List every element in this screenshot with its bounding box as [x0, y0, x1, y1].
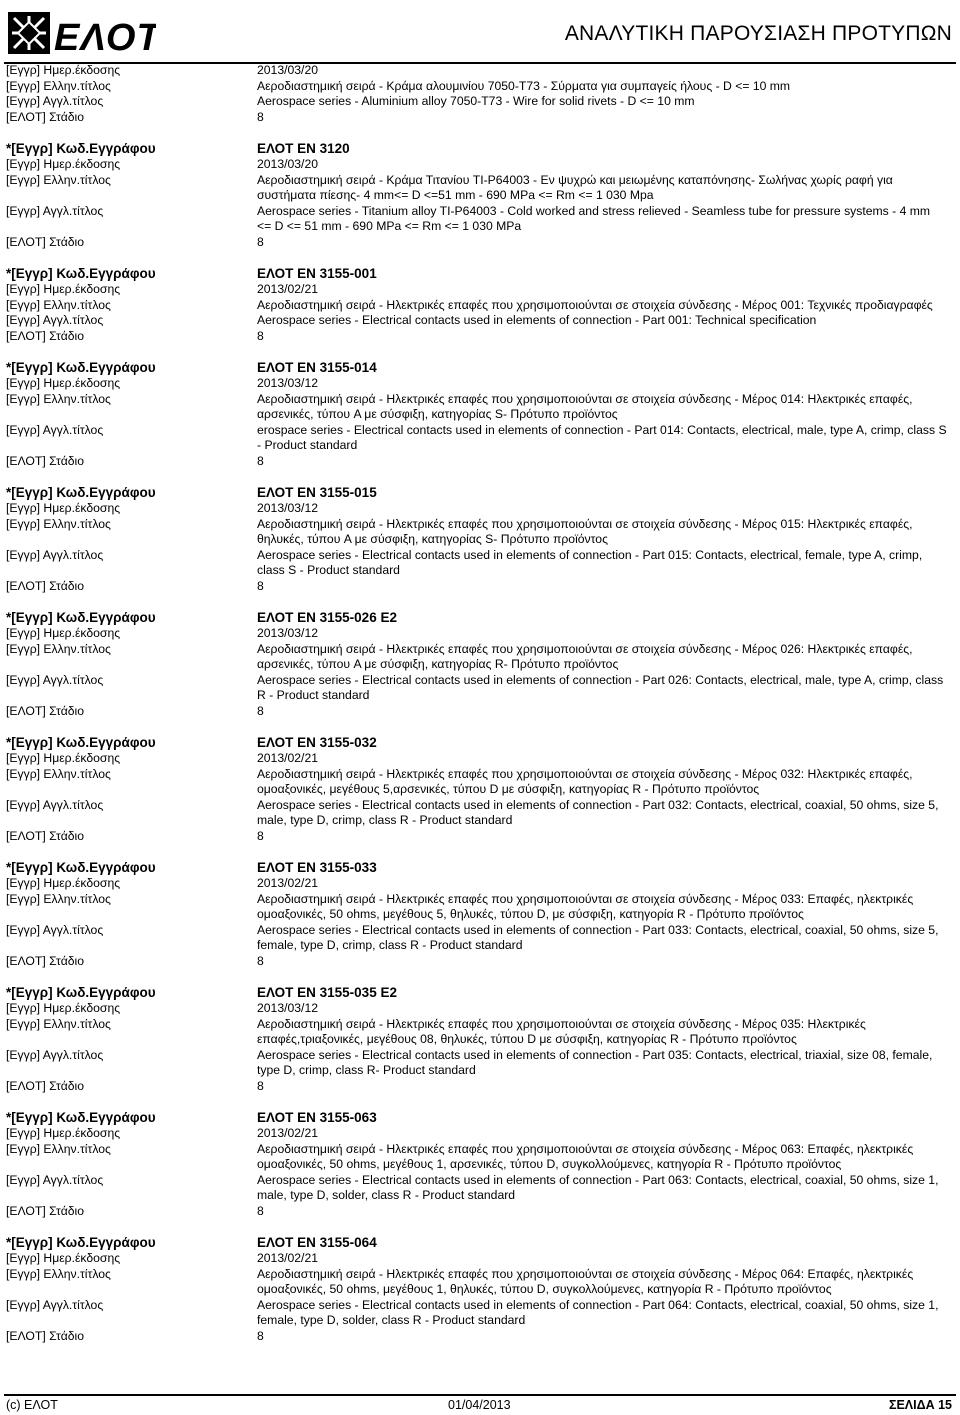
- field-english-title: [6, 204, 954, 235]
- standard-entry: [6, 609, 954, 719]
- field-label: *[Εγγρ] Κωδ.Εγγράφου: [6, 1110, 156, 1125]
- field-label: [Εγγρ] Αγγλ.τίτλος: [6, 547, 104, 562]
- field-english-title: [6, 423, 954, 454]
- field-greek-title: [6, 298, 954, 314]
- field-value: 2013/03/12: [257, 1001, 318, 1015]
- field-label: [Εγγρ] Ημερ.έκδοσης: [6, 282, 121, 296]
- page-header: [0, 0, 960, 60]
- field-value: Αεροδιαστημική σειρά - Κράμα αλουμινίου 7050-T73 - Σύρματα για συμπαγείς ήλους - D <= 10 mm: [257, 78, 791, 93]
- field-english-title: [6, 1173, 954, 1204]
- field-english-title: [6, 548, 954, 579]
- field-label: [Εγγρ] Ελλην.τίτλος: [6, 1266, 111, 1281]
- field-value: erospace series - Electrical contacts used in elements of connection - Part 014: Contacts, electrical, male, type A, crimp, class S - Product standard: [257, 422, 947, 452]
- field-pub-date: [6, 1001, 954, 1017]
- field-label: [Εγγρ] Ημερ.έκδοσης: [6, 376, 121, 390]
- field-label: [ΕΛΟΤ] Στάδιο: [6, 453, 85, 468]
- field-pub-date: [6, 282, 954, 298]
- field-doc-code: [6, 1109, 954, 1126]
- standards-list: [6, 63, 954, 1344]
- field-value: ΕΛΟΤ EN 3155-001: [257, 266, 377, 281]
- field-label: [Εγγρ] Αγγλ.τίτλος: [6, 203, 104, 218]
- standard-entry: [6, 984, 954, 1094]
- page-footer: [6, 1398, 952, 1414]
- standard-entry: [6, 734, 954, 844]
- field-value: Aerospace series - Electrical contacts used in elements of connection - Part 033: Contacts, electrical, coaxial, 50 ohms, size 5, female, type D, crimp, class R - Product standard: [257, 922, 939, 952]
- field-value: 2013/03/20: [257, 63, 318, 77]
- field-value: ΕΛΟΤ EN 3155-015: [257, 485, 377, 500]
- field-label: [ΕΛΟΤ] Στάδιο: [6, 109, 85, 124]
- field-stage: [6, 1204, 954, 1220]
- field-greek-title: [6, 517, 954, 548]
- field-label: [Εγγρ] Ημερ.έκδοσης: [6, 501, 121, 515]
- field-greek-title: [6, 642, 954, 673]
- field-pub-date: [6, 751, 954, 767]
- field-label: [Εγγρ] Αγγλ.τίτλος: [6, 1172, 104, 1187]
- field-value: ΕΛΟΤ EN 3155-032: [257, 735, 377, 750]
- field-doc-code: [6, 859, 954, 876]
- field-value: Αεροδιαστημική σειρά - Ηλεκτρικές επαφές που χρησιμοποιούνται σε στοιχεία σύνδεσης - Μέρος 063: Επαφές, ηλεκτρικές ομοαξονικές, 50 ohms, μεγέθους 1, αρσενικές, τύπου D, συγκολλούμενες, κατηγορία R - Πρότυπο προϊόντος: [257, 1141, 914, 1171]
- field-label: [Εγγρ] Ημερ.έκδοσης: [6, 157, 121, 171]
- field-value: 2013/03/12: [257, 501, 318, 515]
- field-greek-title: [6, 892, 954, 923]
- field-doc-code: [6, 484, 954, 501]
- field-pub-date: [6, 876, 954, 892]
- field-value: Αεροδιαστημική σειρά - Ηλεκτρικές επαφές που χρησιμοποιούνται σε στοιχεία σύνδεσης - Μέρος 064: Επαφές, ηλεκτρικές ομοαξονικές, 50 ohms, μεγέθους 1, θηλυκές, τύπου D, συγκολλούμενες, κατηγορία R - Πρότυπο προϊόντος: [257, 1266, 914, 1296]
- field-english-title: [6, 94, 954, 110]
- field-value: 8: [257, 328, 264, 343]
- svg-text:ΕΛΟΤ: ΕΛΟΤ: [54, 17, 156, 56]
- field-stage: [6, 1329, 954, 1345]
- field-value: 8: [257, 1328, 264, 1343]
- field-doc-code: [6, 734, 954, 751]
- field-label: [Εγγρ] Ημερ.έκδοσης: [6, 63, 121, 77]
- field-greek-title: [6, 392, 954, 423]
- field-value: Αεροδιαστημική σειρά - Ηλεκτρικές επαφές που χρησιμοποιούνται σε στοιχεία σύνδεσης - Μέρος 015: Ηλεκτρικές επαφές, θηλυκές, τύπου A με σύσφιξη, κατηγορίας S- Πρότυπο προϊόντος: [257, 516, 913, 546]
- field-label: [Εγγρ] Ελλην.τίτλος: [6, 297, 111, 312]
- field-label: [Εγγρ] Αγγλ.τίτλος: [6, 422, 104, 437]
- elot-logo: [8, 10, 156, 56]
- field-label: *[Εγγρ] Κωδ.Εγγράφου: [6, 360, 156, 375]
- field-pub-date: [6, 626, 954, 642]
- field-value: ΕΛΟΤ EN 3155-063: [257, 1110, 377, 1125]
- field-value: Aerospace series - Titanium alloy TI-P64003 - Cold worked and stress relieved - Seamless tube for pressure systems - 4 mm <= D <= 51 mm - 690 MPa <= Rm <= 1 030 MPa: [257, 203, 931, 233]
- field-label: *[Εγγρ] Κωδ.Εγγράφου: [6, 985, 156, 1000]
- elot-logo-icon: [8, 10, 156, 56]
- standard-entry: [6, 359, 954, 469]
- field-stage: [6, 829, 954, 845]
- field-stage: [6, 954, 954, 970]
- field-value: ΕΛΟΤ EN 3155-035 E2: [257, 985, 397, 1000]
- field-label: [Εγγρ] Ημερ.έκδοσης: [6, 1251, 121, 1265]
- standard-entry: [6, 265, 954, 344]
- field-value: Aerospace series - Electrical contacts used in elements of connection - Part 035: Contacts, electrical, triaxial, size 08, female, type D, crimp, class R- Product standard: [257, 1047, 933, 1077]
- field-label: [Εγγρ] Αγγλ.τίτλος: [6, 313, 104, 327]
- field-value: 2013/02/21: [257, 1126, 318, 1140]
- field-doc-code: [6, 609, 954, 626]
- field-value: 2013/02/21: [257, 876, 318, 890]
- field-greek-title: [6, 79, 954, 95]
- field-label: [Εγγρ] Ελλην.τίτλος: [6, 78, 111, 93]
- field-english-title: [6, 923, 954, 954]
- footer-page-number: ΣΕΛΙΔΑ 15: [888, 1398, 952, 1412]
- standard-entry: [6, 1109, 954, 1219]
- field-value: Aerospace series - Electrical contacts used in elements of connection - Part 064: Contacts, electrical, coaxial, 50 ohms, size 1, female, type D, solder, class R - Product standard: [257, 1297, 939, 1327]
- field-value: 2013/03/12: [257, 376, 318, 390]
- field-value: Aerospace series - Aluminium alloy 7050-T73 - Wire for solid rivets - D <= 10 mm: [257, 94, 695, 108]
- field-label: [Εγγρ] Ελλην.τίτλος: [6, 1141, 111, 1156]
- field-label: *[Εγγρ] Κωδ.Εγγράφου: [6, 1235, 156, 1250]
- field-value: 8: [257, 453, 264, 468]
- field-english-title: [6, 1048, 954, 1079]
- field-label: *[Εγγρ] Κωδ.Εγγράφου: [6, 735, 156, 750]
- standard-entry: [6, 140, 954, 250]
- field-label: [ΕΛΟΤ] Στάδιο: [6, 234, 85, 249]
- field-value: 8: [257, 578, 264, 593]
- field-label: [ΕΛΟΤ] Στάδιο: [6, 1078, 85, 1093]
- field-value: 8: [257, 1203, 264, 1218]
- field-pub-date: [6, 1251, 954, 1267]
- field-value: Aerospace series - Electrical contacts used in elements of connection - Part 001: Technical specification: [257, 313, 817, 327]
- field-label: [Εγγρ] Αγγλ.τίτλος: [6, 672, 104, 687]
- field-label: *[Εγγρ] Κωδ.Εγγράφου: [6, 485, 156, 500]
- field-doc-code: [6, 140, 954, 157]
- field-doc-code: [6, 1234, 954, 1251]
- field-doc-code: [6, 984, 954, 1001]
- standard-entry: [6, 484, 954, 594]
- field-value: 8: [257, 953, 264, 968]
- field-label: [Εγγρ] Ελλην.τίτλος: [6, 641, 111, 656]
- footer-date: 01/04/2013: [448, 1398, 511, 1412]
- field-pub-date: [6, 1126, 954, 1142]
- field-value: ΕΛΟΤ EN 3155-064: [257, 1235, 377, 1250]
- field-label: [Εγγρ] Ελλην.τίτλος: [6, 1016, 111, 1031]
- field-english-title: [6, 1298, 954, 1329]
- field-value: Αεροδιαστημική σειρά - Κράμα Τιτανίου TI-P64003 - Εν ψυχρώ και μειωμένης καταπόνησης- Σωλήνας χωρίς ραφή για συστήματα πίεσης- 4 mm<= D <=51 mm - 690 MPa <= Rm <= 1 030 Mpa: [257, 172, 893, 202]
- field-value: Αεροδιαστημική σειρά - Ηλεκτρικές επαφές που χρησιμοποιούνται σε στοιχεία σύνδεσης - Μέρος 032: Ηλεκτρικές επαφές, ομοαξονικές, μεγέθους 5,αρσενικές, τύπου D με σύσφιξη, κατηγορίας R - Πρότυπο προϊόντος: [257, 766, 913, 796]
- field-value: Aerospace series - Electrical contacts used in elements of connection - Part 026: Contacts, electrical, male, type A, crimp, class R - Product standard: [257, 672, 944, 702]
- field-pub-date: [6, 157, 954, 173]
- field-label: *[Εγγρ] Κωδ.Εγγράφου: [6, 610, 156, 625]
- footer-copyright: (c) ΕΛΟΤ: [6, 1398, 58, 1412]
- field-label: [ΕΛΟΤ] Στάδιο: [6, 1328, 85, 1343]
- field-value: Aerospace series - Electrical contacts used in elements of connection - Part 015: Contacts, electrical, female, type A, crimp, class S - Product standard: [257, 547, 923, 577]
- field-pub-date: [6, 63, 954, 79]
- field-pub-date: [6, 501, 954, 517]
- field-label: [ΕΛΟΤ] Στάδιο: [6, 1203, 85, 1218]
- field-value: 8: [257, 703, 264, 718]
- field-label: [Εγγρ] Ελλην.τίτλος: [6, 891, 111, 906]
- field-greek-title: [6, 767, 954, 798]
- field-value: Αεροδιαστημική σειρά - Ηλεκτρικές επαφές που χρησιμοποιούνται σε στοιχεία σύνδεσης - Μέρος 014: Ηλεκτρικές επαφές, αρσενικές, τύπου A με σύσφιξη, κατηγορίας S- Πρότυπο προϊόντος: [257, 391, 913, 421]
- field-value: ΕΛΟΤ EN 3155-033: [257, 860, 377, 875]
- field-stage: [6, 235, 954, 251]
- field-label: [ΕΛΟΤ] Στάδιο: [6, 578, 85, 593]
- field-value: 8: [257, 234, 264, 249]
- field-label: [ΕΛΟΤ] Στάδιο: [6, 953, 85, 968]
- field-label: [Εγγρ] Ημερ.έκδοσης: [6, 751, 121, 765]
- field-value: Aerospace series - Electrical contacts used in elements of connection - Part 063: Contacts, electrical, coaxial, 50 ohms, size 1, male, type D, solder, class R - Product standard: [257, 1172, 939, 1202]
- field-label: *[Εγγρ] Κωδ.Εγγράφου: [6, 860, 156, 875]
- field-english-title: [6, 798, 954, 829]
- field-greek-title: [6, 1267, 954, 1298]
- field-value: Aerospace series - Electrical contacts used in elements of connection - Part 032: Contacts, electrical, coaxial, 50 ohms, size 5, male, type D, crimp, class R - Product standard: [257, 797, 939, 827]
- field-stage: [6, 579, 954, 595]
- field-label: [Εγγρ] Αγγλ.τίτλος: [6, 922, 104, 937]
- field-value: 2013/03/20: [257, 157, 318, 171]
- field-value: 2013/02/21: [257, 282, 318, 296]
- field-stage: [6, 454, 954, 470]
- standard-entry: [6, 859, 954, 969]
- field-english-title: [6, 313, 954, 329]
- footer-divider: [4, 1394, 956, 1396]
- field-value: 2013/03/12: [257, 626, 318, 640]
- field-pub-date: [6, 376, 954, 392]
- field-doc-code: [6, 265, 954, 282]
- field-label: [Εγγρ] Αγγλ.τίτλος: [6, 1047, 104, 1062]
- field-value: 2013/02/21: [257, 751, 318, 765]
- field-stage: [6, 329, 954, 345]
- field-label: *[Εγγρ] Κωδ.Εγγράφου: [6, 266, 156, 281]
- field-value: 8: [257, 109, 264, 124]
- field-label: [Εγγρ] Ελλην.τίτλος: [6, 391, 111, 406]
- field-english-title: [6, 673, 954, 704]
- field-doc-code: [6, 359, 954, 376]
- field-greek-title: [6, 1017, 954, 1048]
- field-value: 8: [257, 828, 264, 843]
- page-title: ΑΝΑΛΥΤΙΚΗ ΠΑΡΟΥΣΙΑΣΗ ΠΡΟΤΥΠΩΝ: [564, 22, 952, 45]
- field-value: Αεροδιαστημική σειρά - Ηλεκτρικές επαφές που χρησιμοποιούνται σε στοιχεία σύνδεσης - Μέρος 026: Ηλεκτρικές επαφές, αρσενικές, τύπου A με σύσφιξη, κατηγορίας R- Πρότυπο προϊόντος: [257, 641, 913, 671]
- field-label: [Εγγρ] Ημερ.έκδοσης: [6, 876, 121, 890]
- field-value: 2013/02/21: [257, 1251, 318, 1265]
- field-label: [Εγγρ] Αγγλ.τίτλος: [6, 797, 104, 812]
- field-label: *[Εγγρ] Κωδ.Εγγράφου: [6, 141, 156, 156]
- field-value: 8: [257, 1078, 264, 1093]
- field-label: [Εγγρ] Ελλην.τίτλος: [6, 172, 111, 187]
- field-label: [ΕΛΟΤ] Στάδιο: [6, 703, 85, 718]
- field-stage: [6, 1079, 954, 1095]
- field-stage: [6, 110, 954, 126]
- field-stage: [6, 704, 954, 720]
- standard-entry: [6, 63, 954, 125]
- field-label: [Εγγρ] Ελλην.τίτλος: [6, 766, 111, 781]
- standard-entry: [6, 1234, 954, 1344]
- field-value: Αεροδιαστημική σειρά - Ηλεκτρικές επαφές που χρησιμοποιούνται σε στοιχεία σύνδεσης - Μέρος 033: Επαφές, ηλεκτρικές ομοαξονικές, 50 ohms, μεγέθους 5, θηλυκές, τύπου D, με σύσφιξη, κατηγορία R - Πρότυπο προϊόντος: [257, 891, 914, 921]
- field-label: [Εγγρ] Ημερ.έκδοσης: [6, 1126, 121, 1140]
- field-greek-title: [6, 1142, 954, 1173]
- field-value: Αεροδιαστημική σειρά - Ηλεκτρικές επαφές που χρησιμοποιούνται σε στοιχεία σύνδεσης - Μέρος 035: Ηλεκτρικές επαφές,τριαξονικές, μεγέθους 08, θηλυκές, τύπου D με σύσφιξη, κατηγορίας R - Πρότυπο προϊόντος: [257, 1016, 866, 1046]
- field-label: [Εγγρ] Αγγλ.τίτλος: [6, 1297, 104, 1312]
- field-label: [ΕΛΟΤ] Στάδιο: [6, 828, 85, 843]
- field-value: ΕΛΟΤ EN 3155-014: [257, 360, 377, 375]
- field-value: ΕΛΟΤ EN 3155-026 E2: [257, 610, 397, 625]
- field-label: [Εγγρ] Αγγλ.τίτλος: [6, 94, 104, 108]
- field-label: [Εγγρ] Ημερ.έκδοσης: [6, 1001, 121, 1015]
- field-greek-title: [6, 173, 954, 204]
- field-value: ΕΛΟΤ EN 3120: [257, 141, 350, 156]
- field-label: [Εγγρ] Ημερ.έκδοσης: [6, 626, 121, 640]
- field-label: [Εγγρ] Ελλην.τίτλος: [6, 516, 111, 531]
- field-label: [ΕΛΟΤ] Στάδιο: [6, 328, 85, 343]
- field-value: Αεροδιαστημική σειρά - Ηλεκτρικές επαφές που χρησιμοποιούνται σε στοιχεία σύνδεσης - Μέρος 001: Τεχνικές προδιαγραφές: [257, 297, 933, 312]
